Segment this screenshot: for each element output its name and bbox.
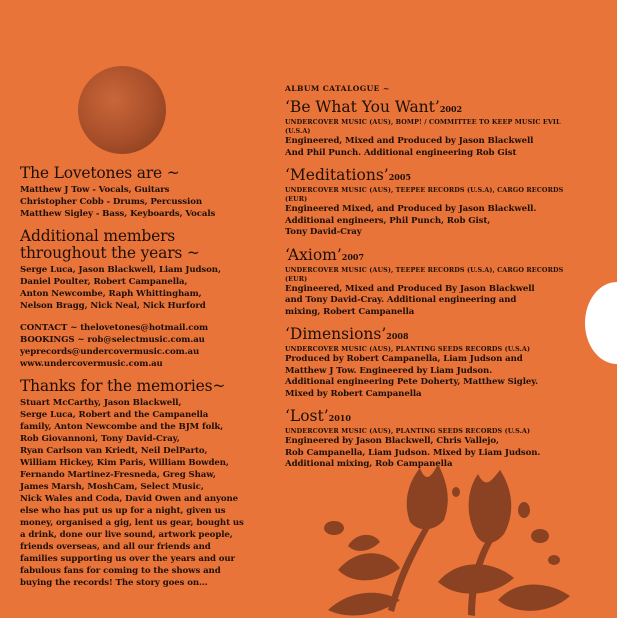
album-title: ‘Dimensions’: [285, 325, 387, 343]
tulip-right: [469, 470, 512, 543]
album-year: 2008: [386, 331, 409, 341]
album-credit-line: Matthew J Tow. Engineered by Liam Judson.: [285, 365, 493, 376]
album-year: 2010: [328, 413, 351, 423]
album-labels: UNDERCOVER MUSIC (AUS), PLANTING SEEDS RECORDS (U.S.A): [285, 427, 531, 435]
album-title: ‘Axiom’: [285, 245, 342, 264]
album-credit-line: Tony David-Cray: [285, 227, 362, 237]
seed-dot: [452, 487, 460, 497]
album-title-row: [285, 408, 585, 427]
leaf-shape: [438, 564, 514, 593]
member-line: Matthew J Tow - Vocals, Guitars: [20, 185, 170, 195]
thanks-line: money, organised a gig, lent us gear, bought us: [20, 518, 244, 528]
band-members: [20, 184, 275, 220]
album-labels: UNDERCOVER MUSIC (AUS), PLANTING SEEDS RECORDS (U.S.A): [285, 345, 531, 353]
album-title: ‘Be What You Want’: [285, 98, 440, 116]
tulip-left: [407, 464, 448, 529]
thanks-line: Serge Luca, Robert and the Campanella: [20, 410, 209, 420]
additional-line: Serge Luca, Jason Blackwell, Liam Judson,: [20, 265, 221, 275]
seed-dot: [548, 555, 560, 565]
thanks-line: families supporting us over the years and our: [20, 554, 235, 564]
seed-dot: [324, 521, 344, 535]
album-title: ‘Meditations’: [285, 166, 389, 184]
thanks-text: [20, 397, 275, 589]
album-credit-line: Additional engineers, Phil Punch, Rob Gist,: [285, 215, 491, 226]
album-credit-line: Engineered by Jason Blackwell, Chris Vallejo,: [285, 436, 499, 446]
thanks-line: buying the records! The story goes on...: [20, 578, 208, 588]
album-labels: UNDERCOVER MUSIC (AUS), TEEPEE RECORDS (U.S.A), CARGO RECORDS (EUR): [285, 265, 564, 283]
thanks-line: a drink, done our live sound, artwork people,: [20, 530, 233, 540]
member-line: Christopher Cobb - Drums, Percussion: [20, 197, 202, 207]
album-year: 2005: [388, 172, 411, 182]
album-title-row: [285, 326, 585, 345]
bookings-email: BOOKINGS ~ rob@selectmusic.com.au: [20, 335, 205, 345]
thanks-heading: Thanks for the memories~: [20, 377, 226, 395]
flower-illustration: [318, 450, 578, 618]
catalogue-heading: ALBUM CATALOGUE ~: [285, 84, 390, 93]
album-credit-line: and Tony David-Cray. Additional engineering and: [285, 295, 517, 305]
additional-line: Anton Newcombe, Raph Whittingham,: [20, 289, 202, 299]
additional-heading-line2: throughout the years ~: [20, 244, 200, 262]
seed-dot: [518, 502, 530, 518]
thanks-line: Stuart McCarthy, Jason Blackwell,: [20, 398, 182, 408]
thanks-line: Ryan Carlson van Kriedt, Neil DelParto,: [20, 446, 208, 456]
album-entry: [285, 167, 585, 239]
leaf-shape: [338, 553, 400, 580]
thanks-line: friends overseas, and all our friends and: [20, 542, 211, 552]
leaf-shape: [348, 535, 380, 551]
album-credit-line: Rob Campanella, Liam Judson. Mixed by Liam Judson.: [285, 447, 541, 458]
album-credit-line: Additional engineering Pete Doherty, Matthew Sigley.: [285, 377, 539, 387]
thanks-line: William Hickey, Kim Paris, William Bowden,: [20, 458, 229, 468]
band-heading: The Lovetones are ~: [20, 164, 180, 182]
album-credit-line: Produced by Robert Campanella, Liam Judson and: [285, 354, 523, 364]
additional-heading: [20, 228, 275, 262]
sleeve-notch-cutout: [585, 282, 617, 364]
thanks-line: fabulous fans for coming to the shows and: [20, 566, 221, 576]
contact-email: CONTACT ~ thelovetones@hotmail.com: [20, 323, 208, 333]
album-entry: [285, 326, 585, 400]
seed-dot: [531, 529, 549, 543]
album-title-row: [285, 247, 585, 266]
album-credit-line: Engineered Mixed, and Produced by Jason Blackwell.: [285, 204, 537, 214]
album-catalogue: [285, 84, 585, 479]
leaf-shape: [498, 585, 570, 611]
album-labels: UNDERCOVER MUSIC (AUS), BOMP! / COMMITTEE TO KEEP MUSIC EVIL (U.S.A): [285, 118, 561, 135]
orange-disc-decoration: [78, 66, 166, 154]
thanks-line: Rob Giovannoni, Tony David-Cray,: [20, 434, 180, 444]
website-link: www.undercovermusic.com.au: [20, 359, 163, 369]
additional-line: Daniel Poulter, Robert Campanella,: [20, 277, 188, 287]
additional-members: [20, 264, 275, 312]
leaf-shape: [328, 593, 400, 616]
album-credit-line: And Phil Punch. Additional engineering Rob Gist: [285, 147, 517, 158]
thanks-line: else who has put us up for a night, given us: [20, 506, 226, 516]
album-title: ‘Lost’: [285, 407, 329, 425]
member-line: Matthew Sigley - Bass, Keyboards, Vocals: [20, 209, 216, 219]
album-year: 2007: [341, 251, 365, 262]
thanks-line: Fernando Martinez-Fresneda, Greg Shaw,: [20, 470, 216, 480]
album-title-row: [285, 167, 585, 186]
album-credit-line: mixing, Robert Campanella: [285, 306, 415, 317]
album-credit-line: Engineered, Mixed and Produced By Jason Blackwell: [285, 283, 535, 294]
contact-block: [20, 322, 275, 370]
additional-heading-line1: Additional members: [20, 227, 176, 245]
album-credit-line: Additional mixing, Rob Campanella: [285, 459, 453, 469]
left-column: [20, 165, 275, 589]
thanks-line: family, Anton Newcombe and the BJM folk,: [20, 422, 224, 432]
album-credit-line: Engineered, Mixed and Produced by Jason Blackwell: [285, 136, 534, 146]
additional-line: Nelson Bragg, Nick Neal, Nick Hurford: [20, 301, 206, 311]
album-entry: [285, 247, 585, 319]
label-email: yeprecords@undercovermusic.com.au: [20, 347, 200, 357]
album-credit-line: Mixed by Robert Campanella: [285, 388, 422, 399]
album-labels: UNDERCOVER MUSIC (AUS), TEEPEE RECORDS (U.S.A), CARGO RECORDS (EUR): [285, 186, 564, 203]
album-title-row: [285, 99, 585, 118]
thanks-line: James Marsh, MoshCam, Select Music,: [20, 482, 204, 492]
album-entry: [285, 99, 585, 159]
album-year: 2002: [439, 104, 463, 114]
thanks-line: Nick Wales and Coda, David Owen and anyone: [20, 494, 239, 504]
